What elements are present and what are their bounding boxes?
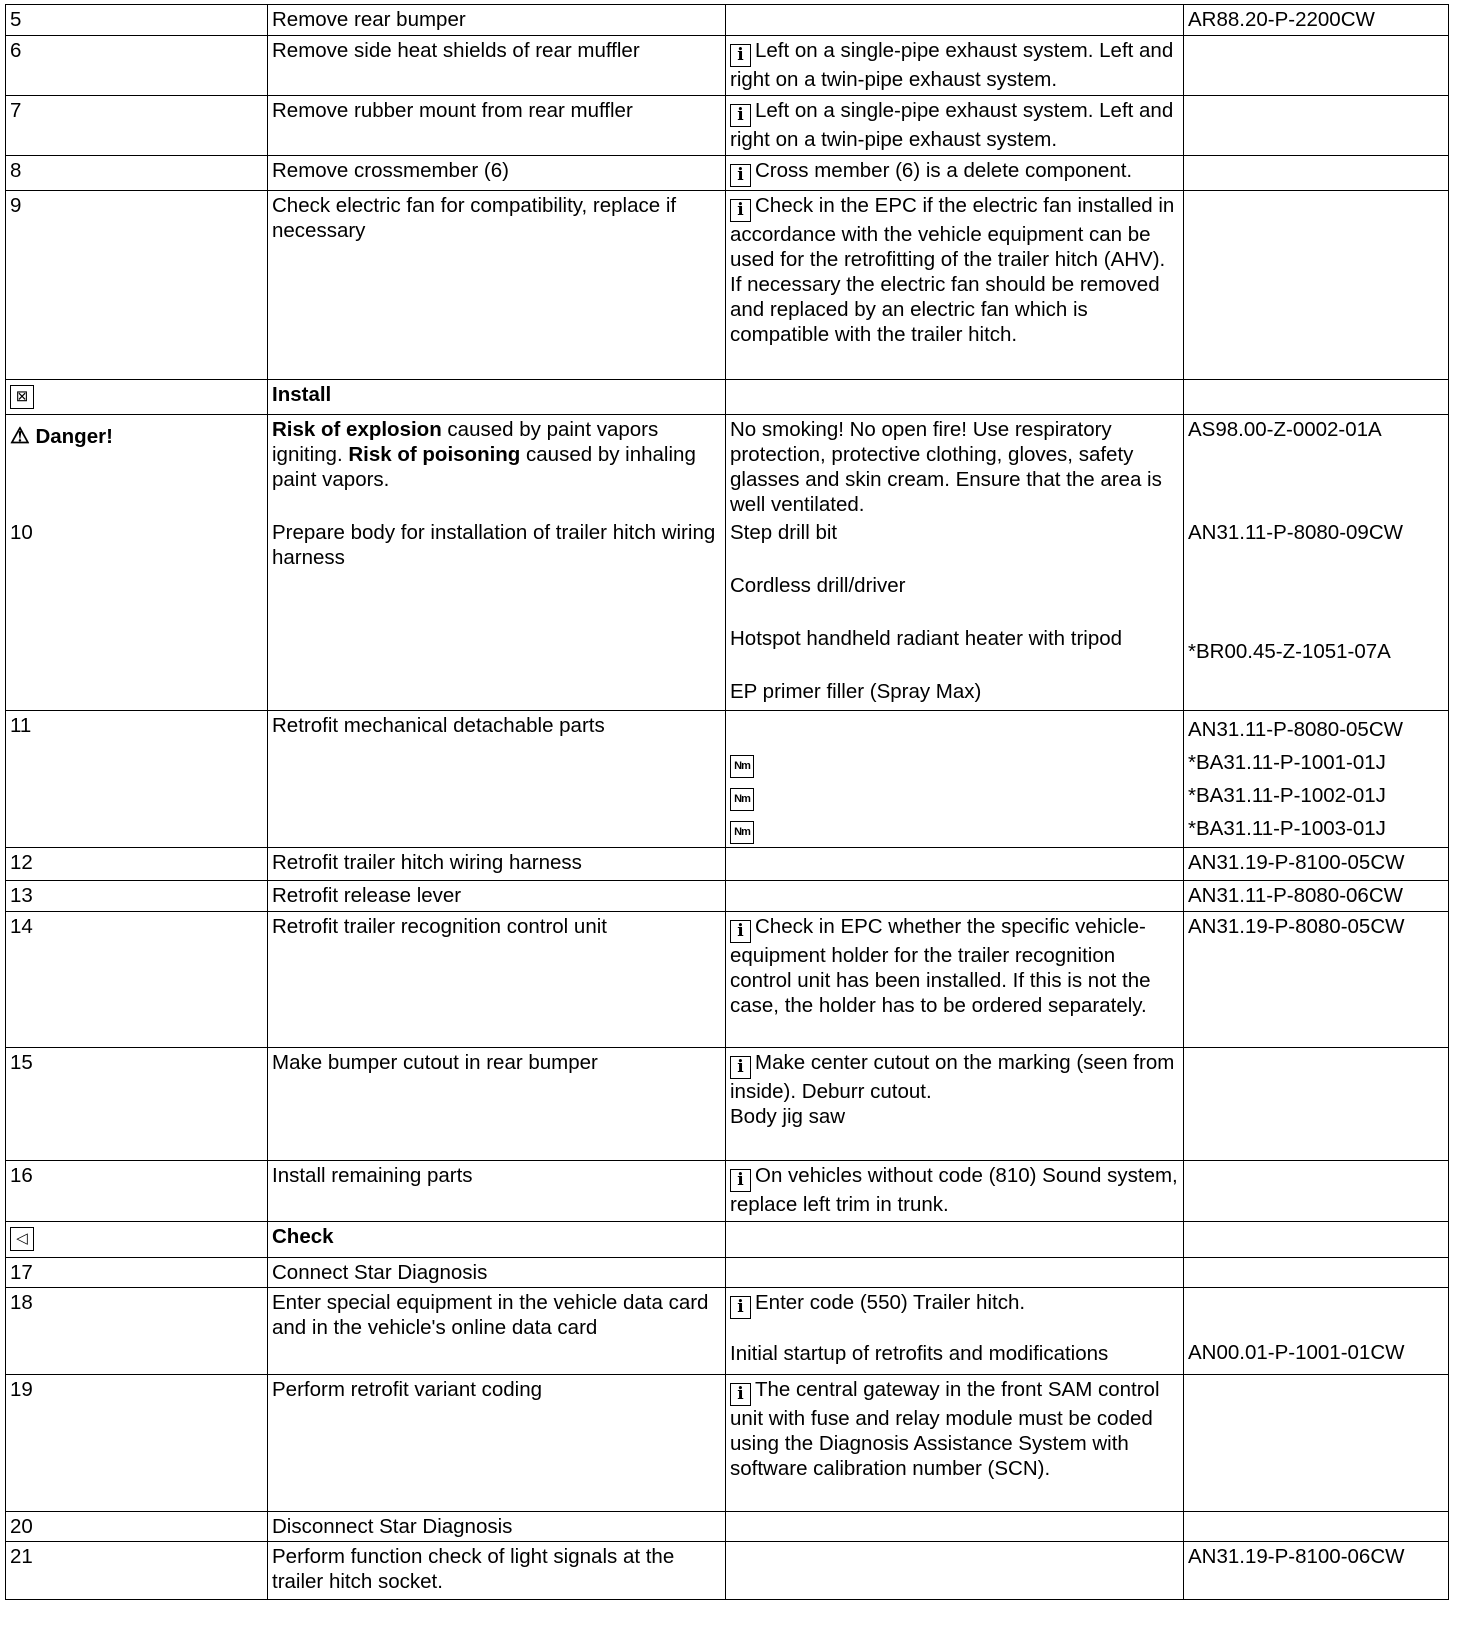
step-reference <box>1184 36 1449 96</box>
table-row <box>6 1258 1449 1288</box>
section-title: Check <box>268 1222 726 1258</box>
table-row <box>6 36 1449 96</box>
torque-cell <box>726 711 1184 848</box>
danger-row <box>6 415 1449 518</box>
torque-icon: Nm <box>730 788 754 811</box>
step-reference <box>1184 1258 1449 1288</box>
table-row <box>6 711 1449 848</box>
procedure-table <box>5 4 1449 1600</box>
step-note <box>726 848 1184 881</box>
step-action: Retrofit release lever <box>268 881 726 912</box>
step-number: 7 <box>6 96 268 156</box>
step-reference: AN31.11-P-8080-05CW *BA31.11-P-1001-01J *BA31.11-P-1002-01J *BA31.11-P-1003-01J <box>1184 711 1449 848</box>
table-row <box>6 1161 1449 1222</box>
step-note <box>726 881 1184 912</box>
step-number: 9 <box>6 191 268 380</box>
step-number: 14 <box>6 912 268 1048</box>
table-row <box>6 1512 1449 1542</box>
danger-reference: AS98.00-Z-0002-01A <box>1184 415 1449 518</box>
step-action: Perform retrofit variant coding <box>268 1375 726 1512</box>
info-icon: i <box>730 920 751 943</box>
install-icon: ⊠ <box>10 385 34 409</box>
table-row <box>6 1375 1449 1512</box>
step-action: Make bumper cutout in rear bumper <box>268 1048 726 1161</box>
step-number: 19 <box>6 1375 268 1512</box>
step-number: 18 <box>6 1288 268 1375</box>
step-number: 20 <box>6 1512 268 1542</box>
step-number: 12 <box>6 848 268 881</box>
step-number: 15 <box>6 1048 268 1161</box>
step-action: Remove crossmember (6) <box>268 156 726 191</box>
torque-icon: Nm <box>730 755 754 778</box>
step-action: Connect Star Diagnosis <box>268 1258 726 1288</box>
tool-item: Cordless drill/driver <box>730 573 906 597</box>
step-note: i On vehicles without code (810) Sound system, replace left trim in trunk. <box>726 1161 1184 1222</box>
info-icon: i <box>730 1056 751 1079</box>
step-reference: AN31.19-P-8100-06CW <box>1184 1542 1449 1600</box>
table-row <box>6 881 1449 912</box>
empty-cell <box>1184 380 1449 415</box>
tool-item: EP primer filler (Spray Max) <box>730 679 982 703</box>
info-icon: i <box>730 1383 751 1406</box>
step-note <box>726 1258 1184 1288</box>
table-row <box>6 518 1449 711</box>
step-action: Retrofit trailer hitch wiring harness <box>268 848 726 881</box>
step-note <box>726 1512 1184 1542</box>
step-reference: AN31.11-P-8080-06CW <box>1184 881 1449 912</box>
step-note: i Left on a single-pipe exhaust system. Left and right on a twin-pipe exhaust system. <box>726 96 1184 156</box>
step-number: 11 <box>6 711 268 848</box>
step-number: 6 <box>6 36 268 96</box>
warning-icon: ⚠ <box>10 423 30 448</box>
step-reference <box>1184 1048 1449 1161</box>
step-reference <box>1184 1375 1449 1512</box>
table-row <box>6 5 1449 36</box>
step-number: 16 <box>6 1161 268 1222</box>
tools-list <box>726 518 1184 711</box>
step-reference: AN31.11-P-8080-09CW *BR00.45-Z-1051-07A <box>1184 518 1449 711</box>
table-row <box>6 96 1449 156</box>
step-action: Install remaining parts <box>268 1161 726 1222</box>
table-row <box>6 848 1449 881</box>
step-reference: AN31.19-P-8100-05CW <box>1184 848 1449 881</box>
step-number: 5 <box>6 5 268 36</box>
step-reference: AN00.01-P-1001-01CW <box>1184 1288 1449 1375</box>
step-reference: AN31.19-P-8080-05CW <box>1184 912 1449 1048</box>
step-action: Remove rear bumper <box>268 5 726 36</box>
table-row <box>6 191 1449 380</box>
table-row <box>6 1048 1449 1161</box>
torque-icon: Nm <box>730 821 754 844</box>
step-note <box>726 1542 1184 1600</box>
info-icon: i <box>730 164 751 187</box>
step-action: Perform function check of light signals at the trailer hitch socket. <box>268 1542 726 1600</box>
step-action: Remove side heat shields of rear muffler <box>268 36 726 96</box>
step-note: i Enter code (550) Trailer hitch. Initial startup of retrofits and modifications <box>726 1288 1184 1375</box>
section-icon-cell <box>6 380 268 415</box>
step-reference <box>1184 1512 1449 1542</box>
table-row <box>6 156 1449 191</box>
step-reference <box>1184 96 1449 156</box>
step-note: i Left on a single-pipe exhaust system. Left and right on a twin-pipe exhaust system. <box>726 36 1184 96</box>
info-icon: i <box>730 1296 751 1319</box>
info-icon: i <box>730 199 751 222</box>
step-note: i Cross member (6) is a delete component. <box>726 156 1184 191</box>
check-icon: ◁ <box>10 1227 34 1251</box>
step-number: 21 <box>6 1542 268 1600</box>
step-action: Prepare body for installation of trailer hitch wiring harness <box>268 518 726 711</box>
step-reference <box>1184 1161 1449 1222</box>
step-action: Remove rubber mount from rear muffler <box>268 96 726 156</box>
table-row <box>6 912 1449 1048</box>
step-note: i The central gateway in the front SAM control unit with fuse and relay module must be coded using the Diagnosis Assistance System with software calibration number (SCN). <box>726 1375 1184 1512</box>
section-row-install <box>6 380 1449 415</box>
step-action: Check electric fan for compatibility, replace if necessary <box>268 191 726 380</box>
tool-item: Hotspot handheld radiant heater with tripod <box>730 626 1123 650</box>
danger-label-cell: ⚠ Danger! <box>6 415 268 518</box>
step-number: 8 <box>6 156 268 191</box>
empty-cell <box>726 380 1184 415</box>
step-action: Retrofit mechanical detachable parts <box>268 711 726 848</box>
danger-note: No smoking! No open fire! Use respiratory protection, protective clothing, gloves, safety glasses and skin cream. Ensure that the area is well ventilated. <box>726 415 1184 518</box>
step-reference <box>1184 191 1449 380</box>
step-action: Retrofit trailer recognition control unit <box>268 912 726 1048</box>
section-row-check <box>6 1222 1449 1258</box>
step-action: Disconnect Star Diagnosis <box>268 1512 726 1542</box>
step-action: Enter special equipment in the vehicle data card and in the vehicle's online data card <box>268 1288 726 1375</box>
empty-cell <box>1184 1222 1449 1258</box>
section-icon-cell <box>6 1222 268 1258</box>
tool-item: Step drill bit <box>730 520 838 544</box>
step-number: 10 <box>6 518 268 711</box>
info-icon: i <box>730 44 751 67</box>
step-reference: AR88.20-P-2200CW <box>1184 5 1449 36</box>
info-icon: i <box>730 1169 751 1192</box>
step-number: 17 <box>6 1258 268 1288</box>
step-note: i Check in the EPC if the electric fan installed in accordance with the vehicle equipment can be used for the retrofitting of the trailer hitch (AHV). If necessary the electric fan should be removed and replaced by an electric fan which is compatible with the trailer hitch. <box>726 191 1184 380</box>
empty-cell <box>726 1222 1184 1258</box>
step-reference <box>1184 156 1449 191</box>
table-row <box>6 1288 1449 1375</box>
section-title: Install <box>268 380 726 415</box>
table-row <box>6 1542 1449 1600</box>
info-icon: i <box>730 104 751 127</box>
danger-text: Risk of explosion caused by paint vapors igniting. Risk of poisoning caused by inhaling paint vapors. <box>268 415 726 518</box>
step-note: i Check in EPC whether the specific vehicle-equipment holder for the trailer recognition control unit has been installed. If this is not the case, the holder has to be ordered separately. <box>726 912 1184 1048</box>
step-note: i Make center cutout on the marking (seen from inside). Deburr cutout. Body jig saw <box>726 1048 1184 1161</box>
step-number: 13 <box>6 881 268 912</box>
step-note <box>726 5 1184 36</box>
